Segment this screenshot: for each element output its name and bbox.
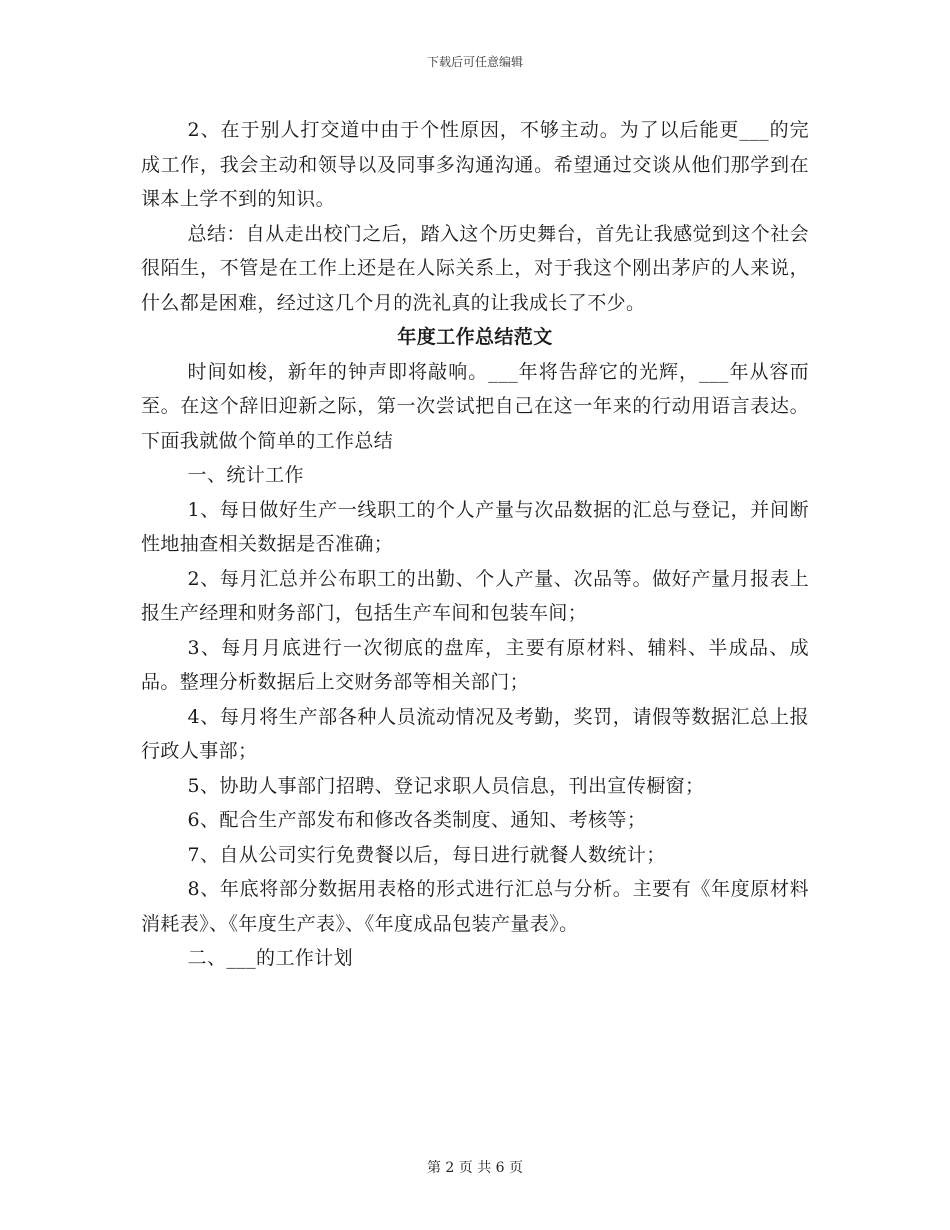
document-body [141, 113, 809, 976]
list-item-2: 2、每月汇总并公布职工的出勤、个人产量、次品等。做好产量月报表上报生产经理和财务部门，包括生产车间和包装车间； [141, 567, 809, 624]
page-header-note: 下载后可任意编辑 [426, 55, 523, 69]
list-item-5: 5、协助人事部门招聘、登记求职人员信息，刊出宣传橱窗； [187, 774, 705, 797]
list-item-7: 7、自从公司实行免费餐以后，每日进行就餐人数统计； [187, 843, 666, 866]
list-item-1: 1、每日做好生产一线职工的个人产量与次品数据的汇总与登记，并间断性地抽查相关数据是否准确； [141, 498, 809, 555]
page-indicator: 第 2 页 共 6 页 [426, 1160, 524, 1176]
section-title: 年度工作总结范文 [397, 326, 553, 348]
paragraph-intro: 时间如梭，新年的钟声即将敲响。___年将告辞它的光辉，___年从容而至。在这个辞旧迎新之际，第一次尝试把自己在这一年来的行动用语言表达。下面我就做个简单的工作总结 [141, 360, 809, 452]
paragraph-improvement: 2、在于别人打交道中由于个性原因，不够主动。为了以后能更___的完成工作，我会主动和领导以及同事多沟通沟通。希望通过交谈从他们那学到在课本上学不到的知识。 [141, 119, 809, 210]
list-item-8: 8、年底将部分数据用表格的形式进行汇总与分析。主要有《年度原材料消耗表》、《年度生产表》、《年度成品包装产量表》。 [141, 878, 809, 935]
list-item-4: 4、每月将生产部各种人员流动情况及考勤，奖罚，请假等数据汇总上报行政人事部； [141, 705, 809, 762]
paragraph-summary: 总结：自从走出校门之后，踏入这个历史舞台，首先让我感觉到这个社会很陌生，不管是在工作上还是在人际关系上，对于我这个刚出茅庐的人来说，什么都是困难，经过这几个月的洗礼真的让我成长了不少。 [141, 222, 809, 314]
heading-work-plan: 二、___的工作计划 [187, 947, 354, 969]
heading-statistics-work: 一、统计工作 [187, 464, 304, 486]
list-item-3: 3、每月月底进行一次彻底的盘库，主要有原材料、辅料、半成品、成品。整理分析数据后上交财务部等相关部门； [141, 636, 809, 693]
list-item-6: 6、配合生产部发布和修改各类制度、通知、考核等； [187, 809, 647, 831]
